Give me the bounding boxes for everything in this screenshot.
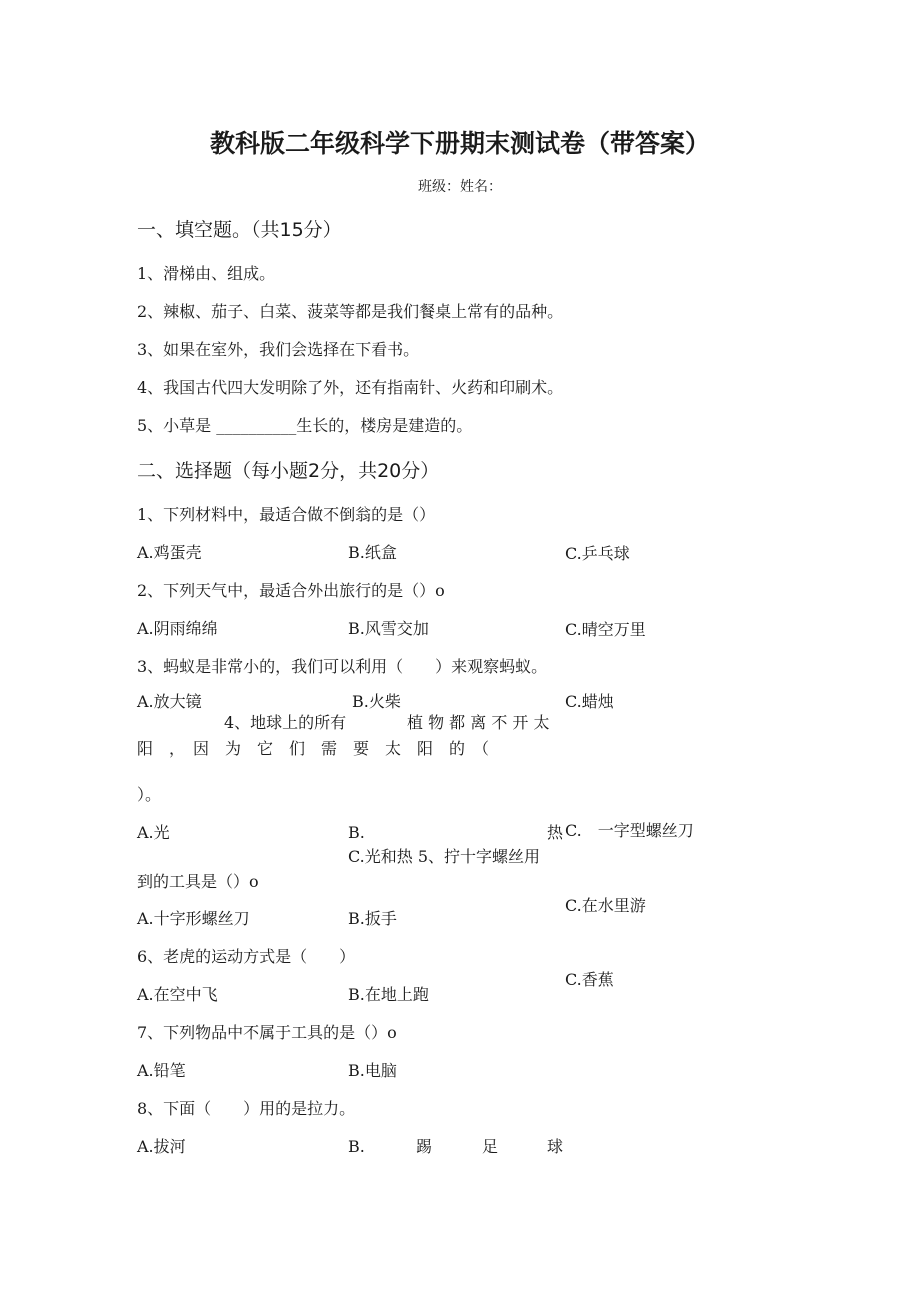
- fill-question-5: 5、小草是 __________生长的，楼房是建造的。: [137, 416, 473, 435]
- choice-question-5-line2: 到的工具是（）o: [137, 872, 259, 891]
- class-name-line: 班级：姓名：: [418, 179, 502, 195]
- choice-question-6: 6、老虎的运动方式是（ ）: [137, 947, 356, 966]
- choice-question-5-line1: C.光和热 5、拧十字螺丝用: [348, 847, 541, 866]
- choice-question-1: 1、下列材料中，最适合做不倒翁的是（）: [137, 505, 436, 524]
- choice-8-option-b-char-3: 球: [547, 1137, 564, 1156]
- choice-7-option-b: B.电脑: [348, 1061, 397, 1080]
- choice-2-option-b: B.风雪交加: [348, 619, 429, 638]
- choice-question-2: 2、下列天气中，最适合外出旅行的是（）o: [137, 581, 445, 600]
- choice-4-option-b-text: 热: [547, 823, 564, 842]
- choice-question-4-line1b: 植 物 都 离 不 开 太: [407, 713, 550, 732]
- choice-question-8: 8、下面（ ）用的是拉力。: [137, 1099, 356, 1118]
- choice-4-option-a: A.光: [137, 823, 170, 842]
- choice-3-option-b: B.火柴: [352, 692, 401, 711]
- choice-6-option-a: A.在空中飞: [137, 985, 218, 1004]
- choice-3-option-a: A.放大镜: [137, 692, 202, 711]
- page-title: 教科版二年级科学下册期末测试卷（带答案）: [209, 129, 710, 158]
- section-fill-blank-heading: 一、填空题。（共15分）: [137, 219, 342, 241]
- floating-option-c-banana: C.香蕉: [565, 970, 614, 989]
- choice-5-option-a: A.十字形螺丝刀: [137, 909, 250, 928]
- choice-8-option-b-char-1: 踢: [416, 1137, 433, 1156]
- fill-question-3: 3、如果在室外，我们会选择在下看书。: [137, 340, 420, 359]
- choice-5-option-b: B.扳手: [348, 909, 397, 928]
- choice-2-option-a: A.阴雨绵绵: [137, 619, 218, 638]
- choice-question-4-line2: 阳 ， 因 为 它 们 需 要 太 阳 的 （: [137, 739, 490, 758]
- choice-2-option-c: C.晴空万里: [565, 620, 646, 639]
- choice-4-option-c-overlap: C. 一字型螺丝刀: [565, 821, 694, 840]
- choice-1-option-a: A.鸡蛋壳: [137, 543, 202, 562]
- fill-question-4: 4、我国古代四大发明除了外，还有指南针、火药和印刷术。: [137, 378, 564, 397]
- fill-question-1: 1、滑梯由、组成。: [137, 264, 276, 283]
- fill-question-2: 2、辣椒、茄子、白菜、菠菜等都是我们餐桌上常有的品种。: [137, 302, 564, 321]
- choice-question-7: 7、下列物品中不属于工具的是（）o: [137, 1023, 397, 1042]
- choice-question-4-line1a: 4、地球上的所有: [224, 713, 347, 732]
- choice-1-option-c: C.乒乓球: [565, 544, 630, 563]
- choice-8-option-b-char-2: 足: [482, 1137, 499, 1156]
- choice-question-4-line3: ）。: [137, 785, 162, 804]
- floating-option-c-water: C.在水里游: [565, 896, 646, 915]
- choice-1-option-b: B.纸盒: [348, 543, 397, 562]
- choice-8-option-a: A.拔河: [137, 1137, 186, 1156]
- choice-6-option-b: B.在地上跑: [348, 985, 429, 1004]
- choice-4-option-b: B.: [348, 823, 365, 842]
- choice-3-option-c: C.蜡烛: [565, 692, 614, 711]
- choice-7-option-a: A.铅笔: [137, 1061, 186, 1080]
- choice-8-option-b: B.: [348, 1137, 365, 1156]
- choice-question-3: 3、蚂蚁是非常小的，我们可以利用（ ）来观察蚂蚁。: [137, 657, 548, 676]
- section-choice-heading: 二、选择题（每小题2分，共20分）: [137, 460, 440, 482]
